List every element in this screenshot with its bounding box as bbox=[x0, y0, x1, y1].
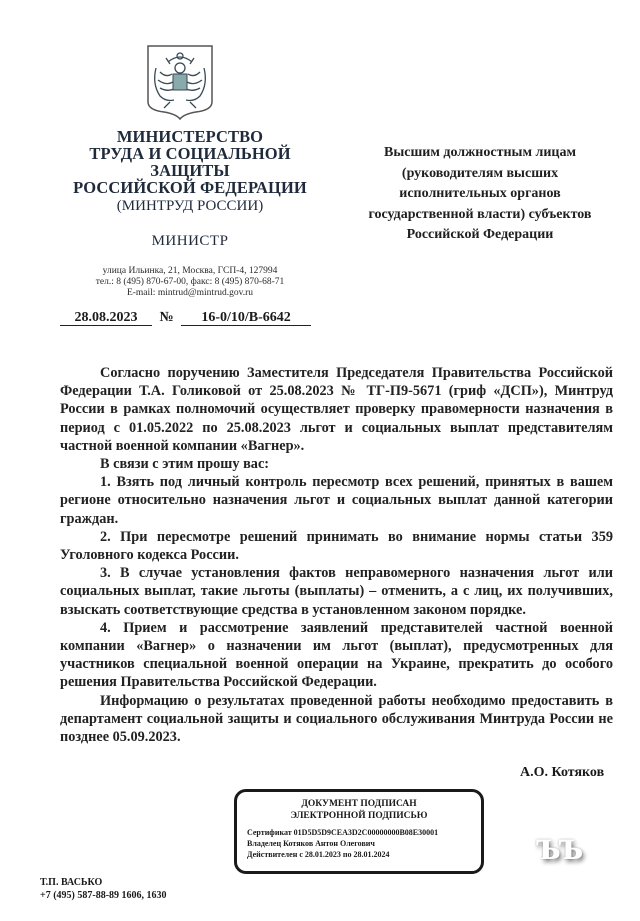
electronic-signature-stamp bbox=[234, 789, 484, 874]
ministry-name-line: ТРУДА И СОЦИАЛЬНОЙ bbox=[89, 144, 291, 163]
ministry-short-name: (МИНТРУД РОССИИ) bbox=[116, 198, 264, 214]
owner-label: Владелец bbox=[247, 839, 282, 848]
media-logo-icon: ъъ bbox=[536, 823, 581, 869]
stamp-title-line: ДОКУМЕНТ ПОДПИСАН bbox=[301, 799, 417, 809]
recipient-line: (руководителям высших bbox=[401, 165, 559, 181]
certificate-value: 01D5D5D9CEA3D2C00000000B08E30001 bbox=[293, 828, 439, 837]
stamp-title bbox=[237, 798, 481, 822]
validity-from: 28.01.2023 bbox=[304, 850, 341, 859]
validity-label: Действителен bbox=[247, 850, 298, 859]
executor-name: Т.П. ВАСЬКО bbox=[40, 877, 103, 888]
body-paragraph: Информацию о результатах проведенной работы необходимо предоставить в департамент социальной защиты и социального обслуживания Минтруда России не позднее 05.09.2023. bbox=[60, 692, 613, 746]
registration-line bbox=[60, 310, 320, 326]
ministry-name-line: ЗАЩИТЫ bbox=[150, 161, 230, 180]
recipient-line: Российской Федерации bbox=[406, 227, 554, 242]
ministry-name-line: МИНИСТЕРСТВО bbox=[116, 127, 264, 146]
validity-to-label: по bbox=[342, 850, 352, 859]
signatory-name: А.О. Котяков bbox=[520, 765, 605, 780]
stamp-certificate bbox=[247, 827, 481, 838]
request-item-4: 4. Прием и рассмотрение заявлений представителей частной военной компании «Вагнер» о назначении им льгот (выплат), предусмотренных для участников специальной военной операции на Украине, прекратить до особого решения Правительства Российской Федерации. bbox=[60, 619, 613, 691]
request-item-3: 3. В случае установления фактов неправомерного назначения льгот или социальных выплат, такие льготы (выплаты) – отменить, а с лиц, их получивших, взыскать соответствующие средства в установленном законом порядке. bbox=[60, 565, 613, 618]
body-paragraph: В связи с этим прошу вас: bbox=[100, 456, 270, 473]
executor-phone: +7 (495) 587-88-89 1606, 1630 bbox=[40, 890, 167, 901]
stamp-title-line: ЭЛЕКТРОННОЙ ПОДПИСЬЮ bbox=[290, 811, 428, 821]
address-line: тел.: 8 (495) 870-67-00, факс: 8 (495) 870-68-71 bbox=[95, 277, 285, 287]
recipient-line: государственной власти) субъектов bbox=[368, 206, 592, 222]
validity-to: 28.01.2024 bbox=[353, 850, 390, 859]
ministry-address bbox=[60, 266, 320, 299]
document-number: 16-0/10/В-6642 bbox=[181, 310, 311, 326]
address-line: улица Ильинка, 21, Москва, ГСП-4, 127994 bbox=[102, 266, 278, 276]
email-line: E-mail: mintrud@mintrud.gov.ru bbox=[126, 288, 254, 298]
request-item-2: 2. При пересмотре решений принимать во внимание нормы статьи 359 Уголовного кодекса России. bbox=[60, 528, 613, 564]
stamp-owner bbox=[247, 838, 481, 849]
executor-block bbox=[40, 876, 167, 902]
request-item-1: 1. Взять под личный контроль пересмотр всех решений, принятых в вашем регионе относительно назначения льгот и социальных выплат данной категории граждан. bbox=[60, 474, 613, 527]
russian-coat-of-arms-icon bbox=[146, 44, 214, 120]
document-date: 28.08.2023 bbox=[60, 310, 152, 326]
recipient-line: Высшим должностным лицам bbox=[383, 145, 577, 160]
ministry-name-line: РОССИЙСКОЙ ФЕДЕРАЦИИ bbox=[73, 178, 307, 197]
letter-body bbox=[60, 364, 613, 746]
owner-value: Котяков Антон Олегович bbox=[283, 839, 375, 848]
stamp-validity bbox=[247, 849, 481, 860]
number-label: № bbox=[159, 310, 174, 325]
sender-role: МИНИСТР bbox=[151, 233, 229, 249]
recipient-line: исполнительных органов bbox=[399, 186, 561, 201]
validity-from-label: с bbox=[299, 850, 303, 859]
body-paragraph: Согласно поручению Заместителя Председателя Правительства Российской Федерации Т.А. Голиковой от 25.08.2023 № ТГ-П9-5671 (гриф «ДСП»), Минтруд России в рамках полномочий осуществляет проверку правомерности назначения в период с 01.05.2022 по 25.08.2023 льгот и социальных выплат представителям частной военной компании «Вагнер». bbox=[60, 365, 613, 454]
certificate-label: Сертификат bbox=[247, 828, 292, 837]
recipient-block bbox=[345, 143, 615, 246]
ministry-name bbox=[60, 128, 320, 196]
